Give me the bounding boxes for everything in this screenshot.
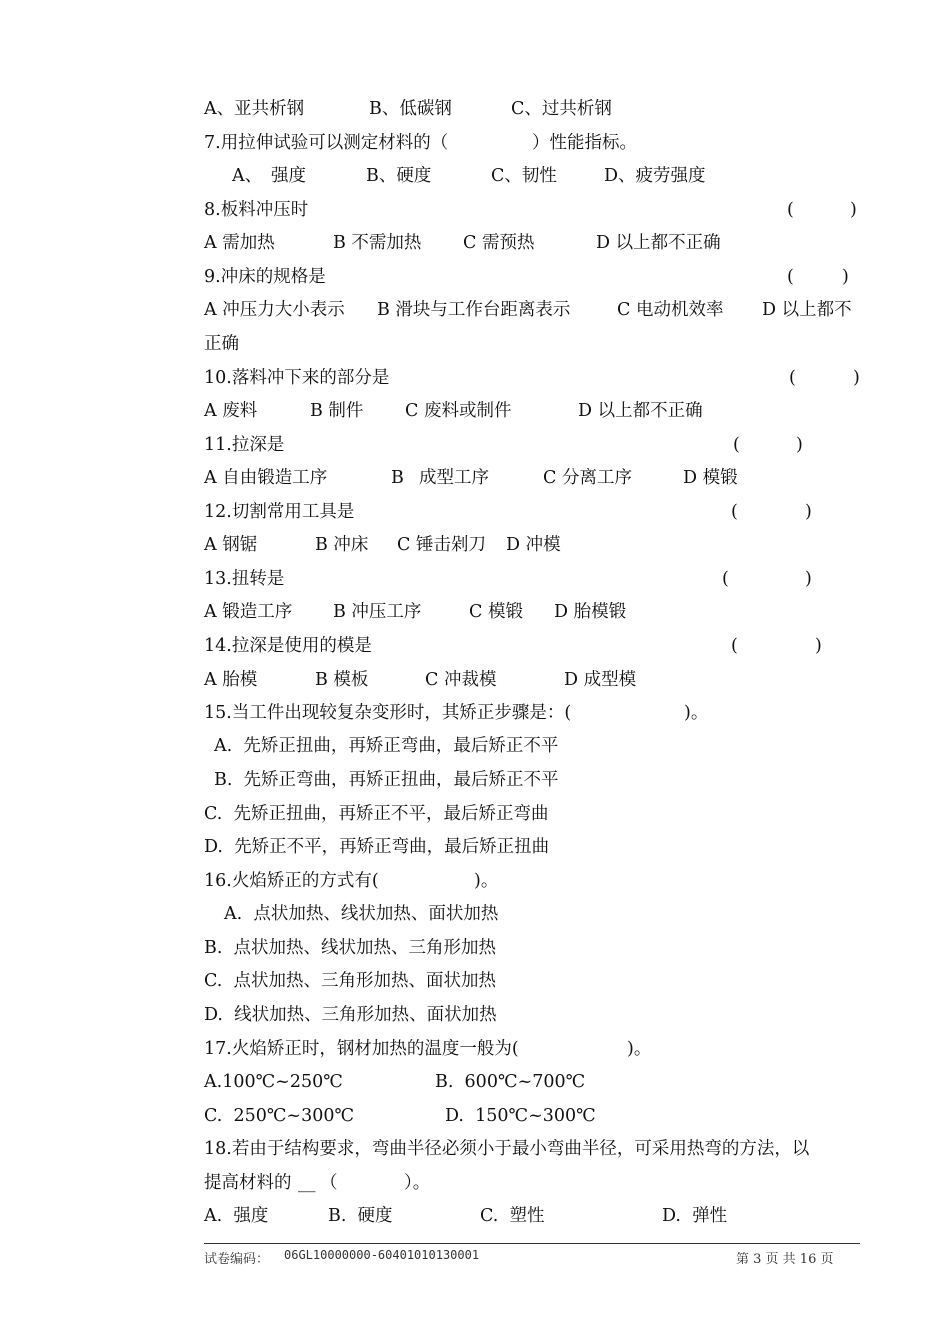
text-segment: B 制件 [310, 401, 364, 421]
text-segment: ) [805, 502, 812, 522]
text-line [0, 799, 950, 829]
text-segment: C. 塑性 [480, 1206, 545, 1226]
text-segment: C 模锻 [469, 602, 523, 622]
text-line [0, 832, 950, 862]
exam-code-label: 试卷编码： [204, 1252, 270, 1267]
text-segment: ( [722, 569, 729, 589]
text-line [0, 1168, 950, 1198]
text-segment: 17.火焰矫正时，钢材加热的温度一般为( [204, 1039, 519, 1059]
text-segment: C 需预热 [463, 233, 535, 253]
text-line [0, 1101, 950, 1131]
text-line [0, 94, 950, 124]
text-line [0, 1000, 950, 1030]
text-line [0, 1067, 950, 1097]
text-segment: C. 先矫正扭曲，再矫正不平，最后矫正弯曲 [204, 804, 549, 824]
text-segment: A、亚共析钢 [204, 99, 305, 119]
text-segment: D 胎模锻 [554, 602, 627, 622]
text-segment: )。 [474, 871, 499, 891]
text-segment: B 模板 [315, 670, 369, 690]
text-segment: ( [789, 368, 796, 388]
text-line [0, 329, 950, 359]
text-segment: A. 先矫正扭曲，再矫正弯曲，最后矫正不平 [214, 736, 559, 756]
text-segment: ) [796, 435, 803, 455]
text-segment: ( [733, 435, 740, 455]
text-segment: B [391, 468, 404, 488]
text-segment: A 自由锻造工序 [204, 468, 328, 488]
text-segment: （ [320, 1173, 338, 1193]
text-segment: D 以上都不正确 [578, 401, 703, 421]
text-segment: 7.用拉伸试验可以测定材料的（ [204, 133, 449, 153]
text-segment: B. 点状加热、线状加热、三角形加热 [204, 938, 497, 958]
text-line [0, 228, 950, 258]
text-line [0, 933, 950, 963]
text-line [0, 161, 950, 191]
text-line [0, 396, 950, 426]
text-segment: ) [805, 569, 812, 589]
text-line [0, 262, 950, 292]
text-segment: ( [731, 636, 738, 656]
text-segment: ( [731, 502, 738, 522]
text-line [0, 698, 950, 728]
text-segment: C. 250℃~300℃ [204, 1106, 355, 1126]
text-line [0, 430, 950, 460]
text-segment: C 冲裁模 [425, 670, 497, 690]
text-segment: A、 [232, 166, 263, 186]
text-segment: 提高材料的 [204, 1173, 292, 1193]
text-segment: D 冲模 [506, 535, 561, 555]
text-segment: D 成型模 [564, 670, 637, 690]
text-segment: C 分离工序 [543, 468, 632, 488]
text-segment: C 废料或制件 [405, 401, 512, 421]
text-line [0, 866, 950, 896]
text-line [0, 295, 950, 325]
text-segment: B 不需加热 [333, 233, 422, 253]
text-segment: ( [787, 200, 794, 220]
text-segment: C. 点状加热、三角形加热、面状加热 [204, 971, 496, 991]
text-segment: D 以上都不 [762, 300, 852, 320]
text-segment: ) [815, 636, 822, 656]
text-line [0, 1034, 950, 1064]
text-line [0, 966, 950, 996]
text-segment: C、韧性 [491, 166, 557, 186]
text-segment: D. 先矫正不平，再矫正弯曲，最后矫正扭曲 [204, 837, 550, 857]
text-segment: ）。 [404, 1173, 431, 1193]
text-line [0, 128, 950, 158]
text-segment: D 模锻 [683, 468, 738, 488]
text-line [0, 731, 950, 761]
text-segment: B 冲压工序 [333, 602, 422, 622]
text-segment: B 滑块与工作台距离表示 [377, 300, 571, 320]
text-line [0, 195, 950, 225]
text-segment: 正确 [204, 334, 239, 354]
text-segment: 15.当工件出现较复杂变形时，其矫正步骤是：( [204, 703, 572, 723]
text-line [0, 497, 950, 527]
text-segment: 成型工序 [419, 468, 489, 488]
text-line [0, 765, 950, 795]
text-line [0, 463, 950, 493]
text-segment: C、过共析钢 [511, 99, 612, 119]
text-segment: B、硬度 [366, 166, 432, 186]
text-segment: A.100℃~250℃ [204, 1072, 343, 1092]
text-segment: 8.板料冲压时 [204, 200, 309, 220]
text-line [0, 899, 950, 929]
text-line [0, 665, 950, 695]
text-segment: __ [298, 1173, 316, 1193]
text-segment: A 需加热 [204, 233, 275, 253]
text-segment: ）性能指标。 [532, 133, 637, 153]
text-segment: D. 线状加热、三角形加热、面状加热 [204, 1005, 497, 1025]
text-segment: B 冲床 [315, 535, 369, 555]
text-segment: ) [853, 368, 860, 388]
text-segment: )。 [684, 703, 709, 723]
text-line [0, 631, 950, 661]
text-segment: 16.火焰矫正的方式有( [204, 871, 379, 891]
text-segment: B、低碳钢 [369, 99, 452, 119]
text-segment: 18.若由于结构要求，弯曲半径必须小于最小弯曲半径，可采用热弯的方法，以 [204, 1139, 810, 1159]
text-segment: A 冲压力大小表示 [204, 300, 345, 320]
text-segment: A 胎模 [204, 670, 258, 690]
text-segment: C 电动机效率 [617, 300, 724, 320]
text-segment: 13.扭转是 [204, 569, 285, 589]
text-segment: A 锻造工序 [204, 602, 293, 622]
text-segment: ) [850, 200, 857, 220]
text-segment: 12.切割常用工具是 [204, 502, 355, 522]
text-line [0, 363, 950, 393]
text-segment: B. 硬度 [328, 1206, 393, 1226]
text-segment: B. 600℃~700℃ [435, 1072, 586, 1092]
text-line [0, 564, 950, 594]
text-segment: ) [842, 267, 849, 287]
text-segment: A 废料 [204, 401, 258, 421]
text-segment: )。 [627, 1039, 652, 1059]
text-segment: 10.落料冲下来的部分是 [204, 368, 390, 388]
text-line [0, 530, 950, 560]
footer-divider [204, 1243, 860, 1244]
text-segment: 11.拉深是 [204, 435, 285, 455]
text-line [0, 1201, 950, 1231]
text-segment: A 钢锯 [204, 535, 258, 555]
text-segment: ( [787, 267, 794, 287]
text-line [0, 1134, 950, 1164]
text-segment: D 以上都不正确 [596, 233, 721, 253]
text-segment: D. 弹性 [662, 1206, 728, 1226]
page-number: 第 3 页 共 16 页 [736, 1252, 834, 1267]
text-segment: A. 点状加热、线状加热、面状加热 [224, 904, 499, 924]
text-segment: 强度 [271, 166, 306, 186]
text-segment: B. 先矫正弯曲，再矫正扭曲，最后矫正不平 [214, 770, 559, 790]
text-segment: D. 150℃~300℃ [445, 1106, 596, 1126]
exam-code-value: 06GL10000000-60401010130001 [284, 1248, 480, 1262]
text-segment: D、疲劳强度 [604, 166, 706, 186]
text-segment: 9.冲床的规格是 [204, 267, 326, 287]
text-segment: 14.拉深是使用的模是 [204, 636, 372, 656]
text-line [0, 597, 950, 627]
text-segment: C 锤击剁刀 [397, 535, 486, 555]
text-segment: A. 强度 [204, 1206, 269, 1226]
